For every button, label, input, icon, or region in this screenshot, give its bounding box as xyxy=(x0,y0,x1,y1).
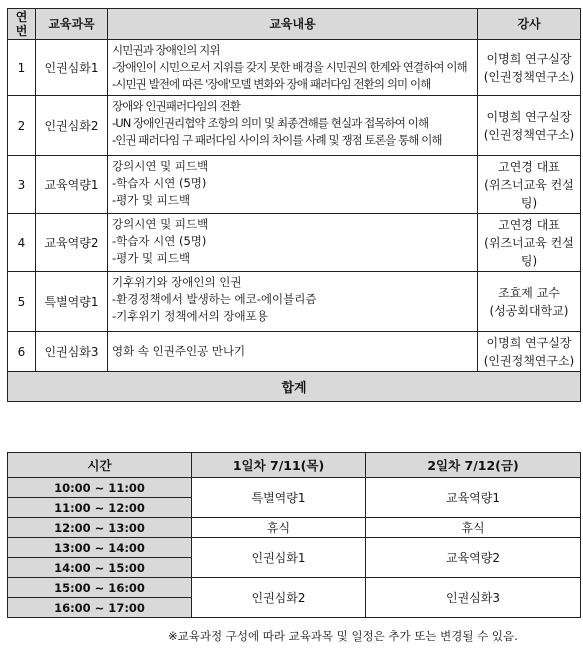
table-row xyxy=(8,40,581,96)
schedule-note: ※교육과정 구성에 따라 교육과목 및 일정은 추가 또는 변경될 수 있음. xyxy=(168,629,518,643)
day2-session: 교육역량2 xyxy=(366,538,581,578)
time-slot: 10:00 ~ 11:00 xyxy=(8,478,192,498)
row-instructor: 이명희 연구실장 (인권정책연구소) xyxy=(478,40,581,96)
content-line: -환경정책에서 발생하는 에코-에이블리즘 xyxy=(112,292,317,306)
row-no: 1 xyxy=(8,40,36,96)
content-line: -학습자 시연 (5명) xyxy=(112,176,207,190)
table-row xyxy=(8,214,581,272)
row-subject: 교육역량2 xyxy=(36,214,108,272)
content-line: -기후위기 정책에서의 장애포용 xyxy=(112,309,268,323)
day1-session: 휴식 xyxy=(192,518,366,538)
header-time: 시간 xyxy=(8,453,192,478)
time-slot: 12:00 ~ 13:00 xyxy=(8,518,192,538)
header-content: 교육내용 xyxy=(108,9,478,40)
row-subject: 인권심화3 xyxy=(36,332,108,372)
row-content xyxy=(108,272,478,332)
table-row xyxy=(8,96,581,156)
content-title: 영화 속 인권주인공 만나기 xyxy=(112,344,246,358)
row-instructor: 고연경 대표 (위즈너교육 컨설팅) xyxy=(478,156,581,214)
row-subject: 특별역량1 xyxy=(36,272,108,332)
header-day2: 2일차 7/12(금) xyxy=(366,453,581,478)
row-no: 3 xyxy=(8,156,36,214)
row-instructor: 이명희 연구실장 (인권정책연구소) xyxy=(478,96,581,156)
day1-session: 특별역량1 xyxy=(192,478,366,518)
day2-session: 교육역량1 xyxy=(366,478,581,518)
table-row xyxy=(8,332,581,372)
content-line: -평가 및 피드백 xyxy=(112,193,191,207)
day1-session: 인권심화1 xyxy=(192,538,366,578)
row-no: 5 xyxy=(8,272,36,332)
time-slot: 16:00 ~ 17:00 xyxy=(8,598,192,618)
schedule-header-row xyxy=(8,453,581,478)
content-line: -장애인이 시민으로서 지위를 갖지 못한 배경을 시민권의 한계와 연결하여 이해 xyxy=(112,60,467,74)
content-line: -인권 패러다임 구 패러다임 사이의 차이를 사례 및 쟁점 토론을 통해 이해 xyxy=(112,133,442,147)
total-row xyxy=(8,372,581,402)
schedule-table xyxy=(7,452,581,618)
row-content xyxy=(108,96,478,156)
table-row xyxy=(8,272,581,332)
content-title: 강의시연 및 피드백 xyxy=(112,217,209,231)
row-subject: 교육역량1 xyxy=(36,156,108,214)
schedule-row xyxy=(8,538,581,558)
content-title: 강의시연 및 피드백 xyxy=(112,159,209,173)
header-instructor: 강사 xyxy=(478,9,581,40)
row-instructor: 조효제 교수 (성공회대학교) xyxy=(478,272,581,332)
time-slot: 14:00 ~ 15:00 xyxy=(8,558,192,578)
header-subject: 교육과목 xyxy=(36,9,108,40)
day1-session: 인권심화2 xyxy=(192,578,366,618)
schedule-row xyxy=(8,478,581,498)
row-no: 6 xyxy=(8,332,36,372)
time-slot: 11:00 ~ 12:00 xyxy=(8,498,192,518)
row-content xyxy=(108,156,478,214)
content-line: -시민권 발전에 따른 '장애'모델 변화와 장애 패러다임 전환의 의미 이해 xyxy=(112,77,431,91)
content-title: 시민권과 장애인의 지위 xyxy=(112,43,220,57)
day2-session: 휴식 xyxy=(366,518,581,538)
row-content xyxy=(108,332,478,372)
day2-session: 인권심화3 xyxy=(366,578,581,618)
content-line: -UN 장애인권리협약 조항의 의미 및 최종견해를 현실과 접목하여 이해 xyxy=(112,116,429,130)
content-line: -학습자 시연 (5명) xyxy=(112,234,207,248)
row-subject: 인권심화2 xyxy=(36,96,108,156)
row-no: 2 xyxy=(8,96,36,156)
content-line: -평가 및 피드백 xyxy=(112,251,191,265)
header-no: 연 번 xyxy=(8,9,36,40)
row-content xyxy=(108,214,478,272)
row-subject: 인권심화1 xyxy=(36,40,108,96)
table-row xyxy=(8,156,581,214)
row-no: 4 xyxy=(8,214,36,272)
row-instructor: 고연경 대표 (위즈너교육 컨설팅) xyxy=(478,214,581,272)
schedule-row xyxy=(8,578,581,598)
row-instructor: 이명희 연구실장 (인권정책연구소) xyxy=(478,332,581,372)
total-label: 합계 xyxy=(8,372,581,402)
time-slot: 13:00 ~ 14:00 xyxy=(8,538,192,558)
schedule-row xyxy=(8,518,581,538)
row-content xyxy=(108,40,478,96)
content-title: 장애와 인권패러다임의 전환 xyxy=(112,99,241,113)
time-slot: 15:00 ~ 16:00 xyxy=(8,578,192,598)
header-day1: 1일차 7/11(목) xyxy=(192,453,366,478)
content-title: 기후위기와 장애인의 인권 xyxy=(112,275,242,289)
curriculum-table xyxy=(7,8,581,402)
curriculum-header-row xyxy=(8,9,581,40)
